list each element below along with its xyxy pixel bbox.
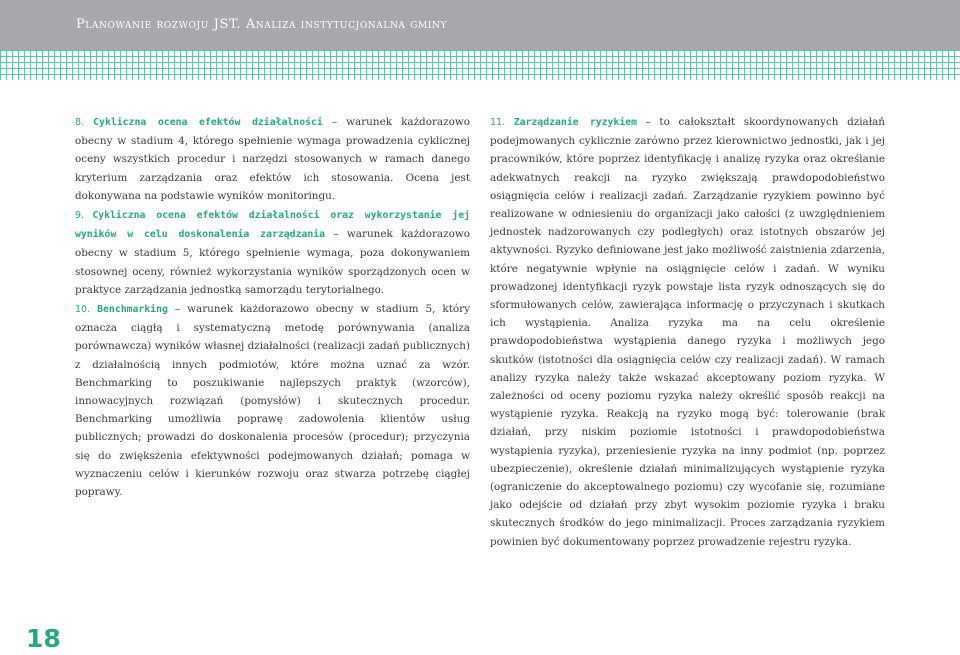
header-grid-pattern bbox=[0, 50, 960, 80]
item-term: Benchmarking bbox=[97, 304, 168, 316]
item-text: – warunek każdorazowo obecny w stadium 4, którego spełnienie wymaga prowadzenia cyklicznej oceny wszystkich procedur i narzędzi stosowanych w ramach danego kryterium zarządzania oraz efektów ich stosowania. Ocena jest dokonywana na podstawie wyników monitoringu. bbox=[75, 116, 470, 202]
item-number: 8. bbox=[75, 117, 85, 128]
item-text: – warunek każdorazowo obecny w stadium 5, który oznacza ciągłą i systematyczną metodę porównywania (analiza porównawcza) wyników własnej działalności (realizacji zadań publicznych) z działalnością innych podmiotów, które można uznać za wzór. Benchmarking to poszukiwanie najlepszych praktyk (wzorców), innowacyjnych rozwiązań (pomysłów) i skutecznych procedur. Benchmarking umożliwia poprawę zadowolenia klientów usług publicznych; prowadzi do doskonalenia procesów (procedur); przyczynia się do zwiększenia efektywności podejmowanych działań; pomaga w wyznaczeniu celów i kierunków rozwoju oraz stwarza potrzebę ciągłej poprawy. bbox=[75, 303, 470, 499]
item-text: – warunek każdorazowo obecny w stadium 5, którego spełnienie wymaga, poza dokonywaniem stosownej oceny, również wykorzystania wyników sporządzonych ocen w praktyce zarządzania jednostką samorządu terytorialnego. bbox=[75, 228, 471, 296]
item-number: 10. bbox=[75, 304, 91, 316]
item-term: Cykliczna ocena efektów działalności bbox=[93, 117, 323, 128]
right-column bbox=[490, 113, 885, 552]
left-column bbox=[75, 113, 470, 502]
item-number: 11. bbox=[490, 117, 506, 128]
page-header bbox=[0, 0, 960, 80]
list-item-11 bbox=[490, 113, 885, 551]
item-term: Zarządzanie ryzykiem bbox=[513, 117, 638, 128]
header-title: Planowanie rozwoju JST. Analiza instytucjonalna gminy bbox=[76, 17, 448, 32]
item-term: Cykliczna ocena efektów działalności oraz wykorzystanie jej wyników w celu doskonalenia zarządzania bbox=[75, 210, 470, 241]
list-item-9 bbox=[75, 206, 470, 299]
header-bar bbox=[0, 0, 960, 50]
item-text: – to całokształt skoordynowanych działań podejmowanych cyklicznie zarówno przez kierownictwo jednostki, jak i jej pracowników, które poprzez identyfikację i analizę ryzyka oraz określanie adekwatnych reakcji na ryzyko zwiększają prawdopodobieństwo osiągnięcia celów i realizacji zadań. Zarządzanie ryzykiem powinno być realizowane w odniesieniu do organizacji jako całości (z uwzględnieniem jednostek nadzorowanych czy podległych) oraz istotnych obszarów jej aktywności. Ryzyko definiowane jest jako możliwość zaistnienia zdarzenia, które negatywnie wpłynie na osiągnięcie celów i zadań. W wyniku prowadzonej identyfikacji ryzyk powstaje lista ryzyk odnoszących się do sformułowanych celów, zawierająca informację o przyczynach i skutkach ich wystąpienia. Analiza ryzyka ma na celu określenie prawdopodobieństwa wystąpienia danego ryzyka i możliwych jego skutków (istotności dla osiągnięcia celów czy realizacji zadań). W ramach analizy ryzyka należy także wskazać akceptowany poziom ryzyka. W zależności od oceny poziomu ryzyka należy określić sposób reakcji na wystąpienie ryzyka. Reakcją na ryzyko mogą być: tolerowanie (brak działań, przy niskim poziomie istotności i prawdopodobieństwa wystąpienia ryzyka), przeniesienie ryzyka na inny podmiot (np. poprzez ubezpieczenie), określenie działań minimalizujących wystąpienie ryzyka (ograniczenie do akceptowalnego poziomu) czy wycofanie się, rozumiane jako odejście od działań przy zbyt wysokim poziomie ryzyka i braku skutecznych środków do jego minimalizacji. Proces zarządzania ryzykiem powinien być dokumentowany poprzez prowadzenie rejestru ryzyka. bbox=[490, 116, 886, 548]
list-item-8 bbox=[75, 113, 470, 205]
item-number: 9. bbox=[75, 210, 85, 222]
list-item-10 bbox=[75, 300, 470, 501]
page-number: 18 bbox=[26, 624, 61, 653]
